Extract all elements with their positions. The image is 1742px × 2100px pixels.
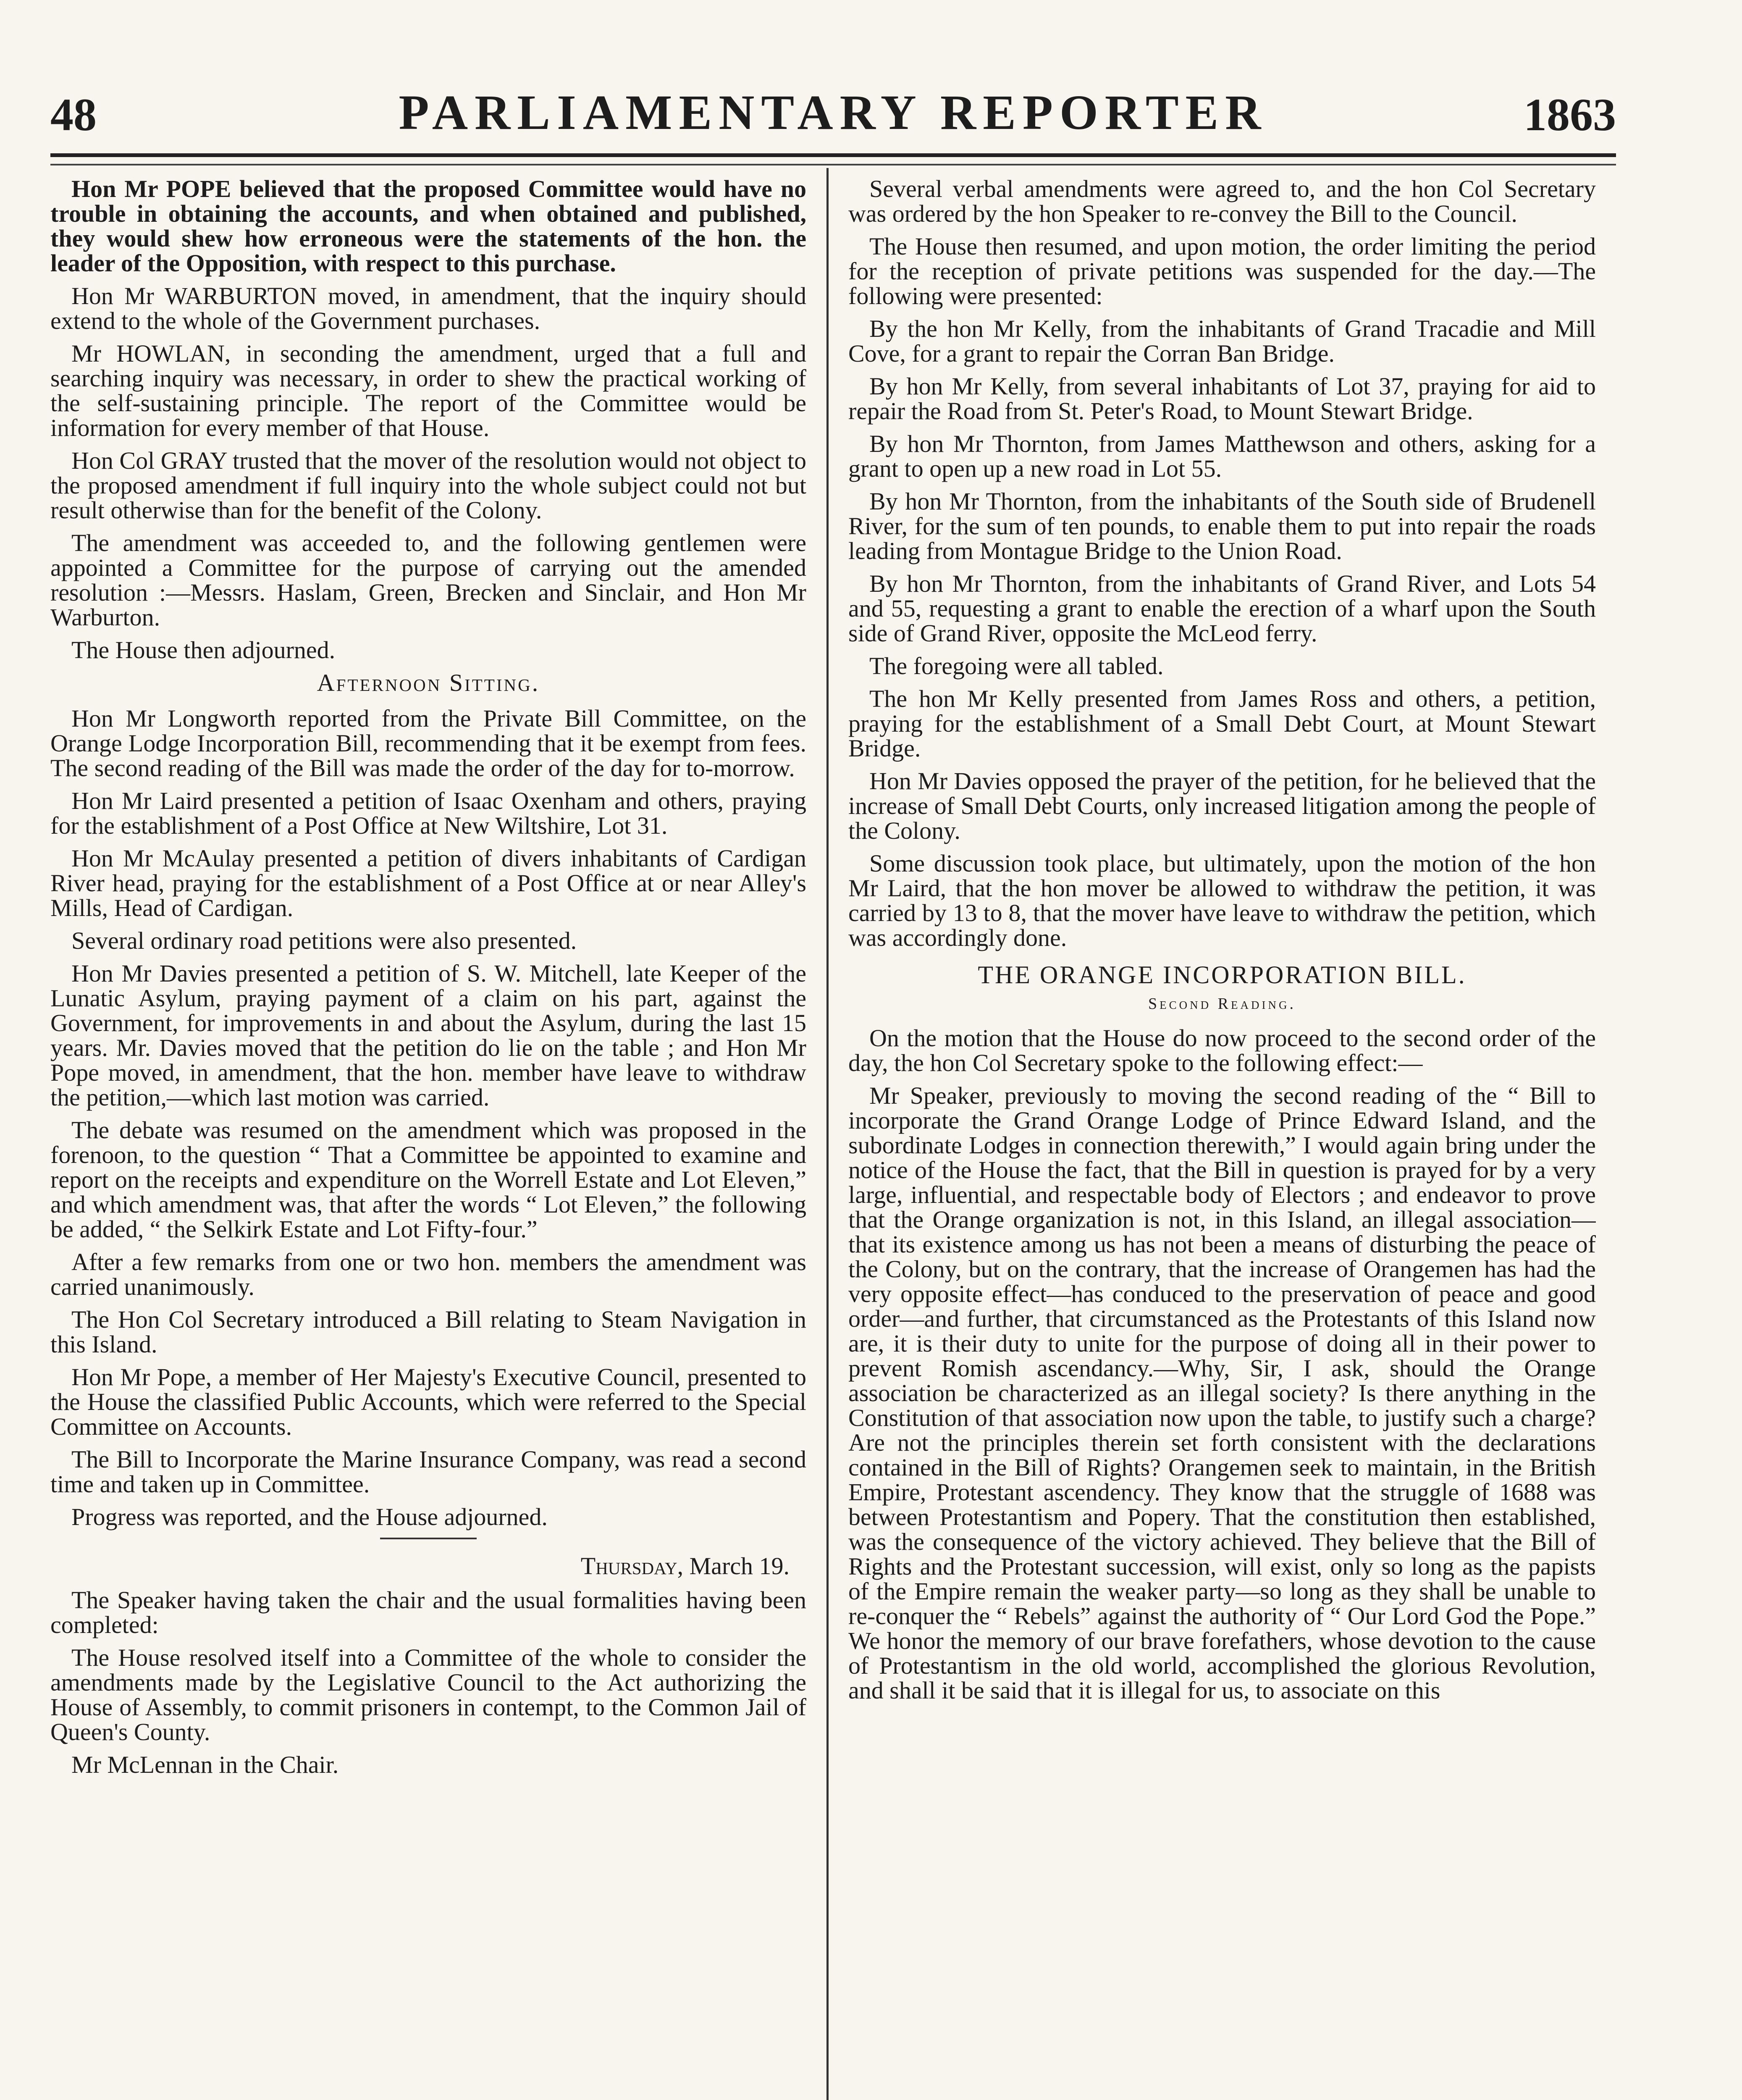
column-divider	[826, 168, 829, 2100]
paragraph: Progress was reported, and the House adjourned.	[71, 1503, 548, 1530]
bill-title: THE ORANGE INCORPORATION BILL.	[978, 961, 1467, 989]
paragraph: The hon Mr Kelly presented from James Ross and others, a petition, praying for the establishment of a Small Debt Court, at Mount Stewart Bridge.	[848, 685, 1596, 762]
paragraph: On the motion that the House do now proceed to the second order of the day, the hon Col Secretary spoke to the following effect:—	[848, 1024, 1596, 1076]
paragraph: The House then resumed, and upon motion, the order limiting the period for the reception of private petitions was suspended for the day.—The following were presented:	[848, 233, 1596, 310]
date-heading	[50, 1554, 790, 1578]
page-title: PARLIAMENTARY REPORTER	[399, 85, 1268, 140]
paragraph: Hon Mr WARBURTON moved, in amendment, that the inquiry should extend to the whole of the Government purchases.	[50, 282, 806, 334]
paragraph: After a few remarks from one or two hon. members the amendment was carried unanimously.	[50, 1248, 806, 1300]
paragraph: The amendment was acceeded to, and the following gentlemen were appointed a Committee for the purpose of carrying out the amended resolution :—Messrs. Haslam, Green, Brecken and Sinclair, and Hon Mr Warburton.	[50, 529, 806, 631]
paragraph: By hon Mr Thornton, from the inhabitants of the South side of Brudenell River, for the sum of ten pounds, to enable them to put into repair the roads leading from Montague Bridge to the Union Road.	[848, 488, 1596, 564]
paragraph: Hon Mr Longworth reported from the Private Bill Committee, on the Orange Lodge Incorporation Bill, recommending that it be exempt from fees. The second reading of the Bill was made the order of the day for to-morrow.	[50, 705, 806, 782]
page-header	[50, 84, 1616, 151]
paragraph: The debate was resumed on the amendment which was proposed in the forenoon, to the question “ That a Committee be appointed to examine and report on the receipts and expenditure on the Worrell Estate and Lot Eleven,” and which amendment was, that after the words “ Lot Eleven,” the following be added, “ the Selkirk Estate and Lot Fifty-four.”	[50, 1116, 806, 1243]
paragraph: By hon Mr Kelly, from several inhabitants of Lot 37, praying for aid to repair the Road from St. Peter's Road, to Mount Stewart Bridge.	[848, 373, 1596, 425]
paragraph: Mr HOWLAN, in seconding the amendment, urged that a full and searching inquiry was necessary, in order to shew the practical working of the self-sustaining principle. The report of the Committee would be information for every member of that House.	[50, 340, 806, 441]
date-day: Thursday,	[580, 1552, 684, 1580]
paragraph: Hon Mr Laird presented a petition of Isaac Oxenham and others, praying for the establishment of a Post Office at New Wiltshire, Lot 31.	[50, 787, 806, 839]
page-number: 48	[50, 89, 97, 140]
paragraph: Mr McLennan in the Chair.	[71, 1751, 339, 1778]
paragraph: By hon Mr Thornton, from the inhabitants of Grand River, and Lots 54 and 55, requesting a grant to enable the erection of a wharf upon the South side of Grand River, opposite the McLeod ferry.	[848, 570, 1596, 647]
header-rule	[50, 153, 1616, 165]
section-heading-afternoon: Afternoon Sitting.	[317, 669, 540, 696]
paragraph: Hon Mr McAulay presented a petition of divers inhabitants of Cardigan River head, praying for the establishment of a Post Office at or near Alley's Mills, Head of Cardigan.	[50, 845, 806, 921]
paragraph: Some discussion took place, but ultimately, upon the motion of the hon Mr Laird, that the hon mover be allowed to withdraw the petition, it was carried by 13 to 8, that the mover have leave to withdraw the petition, which was accordingly done.	[848, 850, 1596, 951]
paragraph: Hon Col GRAY trusted that the mover of the resolution would not object to the proposed amendment if full inquiry into the whole subject could not but result otherwise than for the benefit of the Colony.	[50, 447, 806, 524]
paragraph: Hon Mr Pope, a member of Her Majesty's Executive Council, presented to the House the classified Public Accounts, which were referred to the Special Committee on Accounts.	[50, 1363, 806, 1440]
paragraph: Hon Mr POPE believed that the proposed Committee would have no trouble in obtaining the accounts, and when obtained and published, they would shew how erroneous were the statements of the hon. the leader of the Opposition, with respect to this purchase.	[50, 176, 806, 277]
paragraph: By the hon Mr Kelly, from the inhabitants of Grand Tracadie and Mill Cove, for a grant to repair the Corran Ban Bridge.	[848, 315, 1596, 367]
right-column	[848, 176, 1596, 2100]
section-rule	[380, 1538, 477, 1539]
paragraph: The Speaker having taken the chair and the usual formalities having been completed:	[50, 1586, 806, 1638]
paragraph: The Bill to Incorporate the Marine Insurance Company, was read a second time and taken up in Committee.	[50, 1446, 806, 1498]
paragraph: The foregoing were all tabled.	[869, 652, 1164, 680]
left-column	[50, 176, 806, 2100]
paragraph: Several ordinary road petitions were also presented.	[71, 927, 577, 954]
paragraph: Hon Mr Davies opposed the prayer of the petition, for he believed that the increase of Small Debt Courts, only increased litigation among the people of the Colony.	[848, 767, 1596, 844]
paragraph: Several verbal amendments were agreed to, and the hon Col Secretary was ordered by the hon Speaker to re-convey the Bill to the Council.	[848, 176, 1596, 227]
paragraph: Mr Speaker, previously to moving the second reading of the “ Bill to incorporate the Grand Orange Lodge of Prince Edward Island, and the subordinate Lodges in connection therewith,” I would again bring under the notice of the House the fact, that the Bill in question is prayed for by a very large, influential, and respectable body of Electors ; and endeavor to prove that the Orange organization is not, in this Island, an illegal association—that its existence among us has not been a means of disturbing the peace of the Colony, but on the contrary, that the increase of Orangemen has had the very opposite effect—has conduced to the preservation of peace and good order—and further, that circumstanced as the Protestants of this Island now are, it is their duty to unite for the purpose of doing all in their power to prevent Romish ascendancy.—Why, Sir, I ask, should the Orange association be characterized as an illegal society? Is there anything in the Constitution of that association now upon the table, to justify such a charge? Are not the principles therein set forth consistent with the declarations contained in the Bill of Rights? Orangemen seek to maintain, in the British Empire, Protestant ascendency. They know that the struggle of 1688 was between Protestantism and Popery. That the constitution then established, was the consequence of the victory achieved. They believe that the Bill of Rights and the Protestant succession, will exist, only so long as the papists of the Empire remain the weaker party—so long as they shall be unable to re-conquer the “ Rebels” against the authority of “ Our Lord God the Pope.” We honor the memory of our brave forefathers, whose devotion to the cause of Protestantism in the old world, accomplished the glorious Revolution, and shall it be said that it is illegal for us, to associate on this	[848, 1082, 1596, 1704]
paragraph: By hon Mr Thornton, from James Matthewson and others, asking for a grant to open up a new road in Lot 55.	[848, 430, 1596, 482]
paragraph: The Hon Col Secretary introduced a Bill relating to Steam Navigation in this Island.	[50, 1306, 806, 1358]
bill-subtitle: Second Reading.	[1148, 995, 1296, 1013]
paragraph: The House resolved itself into a Committee of the whole to consider the amendments made by the Legislative Council to the Act authorizing the House of Assembly, to commit prisoners in contempt, to the Common Jail of Queen's County.	[50, 1644, 806, 1746]
paragraph: The House then adjourned.	[71, 636, 336, 664]
page-year: 1863	[1524, 89, 1616, 140]
paragraph: Hon Mr Davies presented a petition of S. W. Mitchell, late Keeper of the Lunatic Asylum, praying payment of a claim on his part, against the Government, for improvements in and about the Asylum, during the last 15 years. Mr. Davies moved that the petition do lie on the table ; and Hon Mr Pope moved, in amendment, that the hon. member have leave to withdraw the petition,—which last motion was carried.	[50, 960, 806, 1111]
date-rest: March 19.	[689, 1552, 790, 1580]
